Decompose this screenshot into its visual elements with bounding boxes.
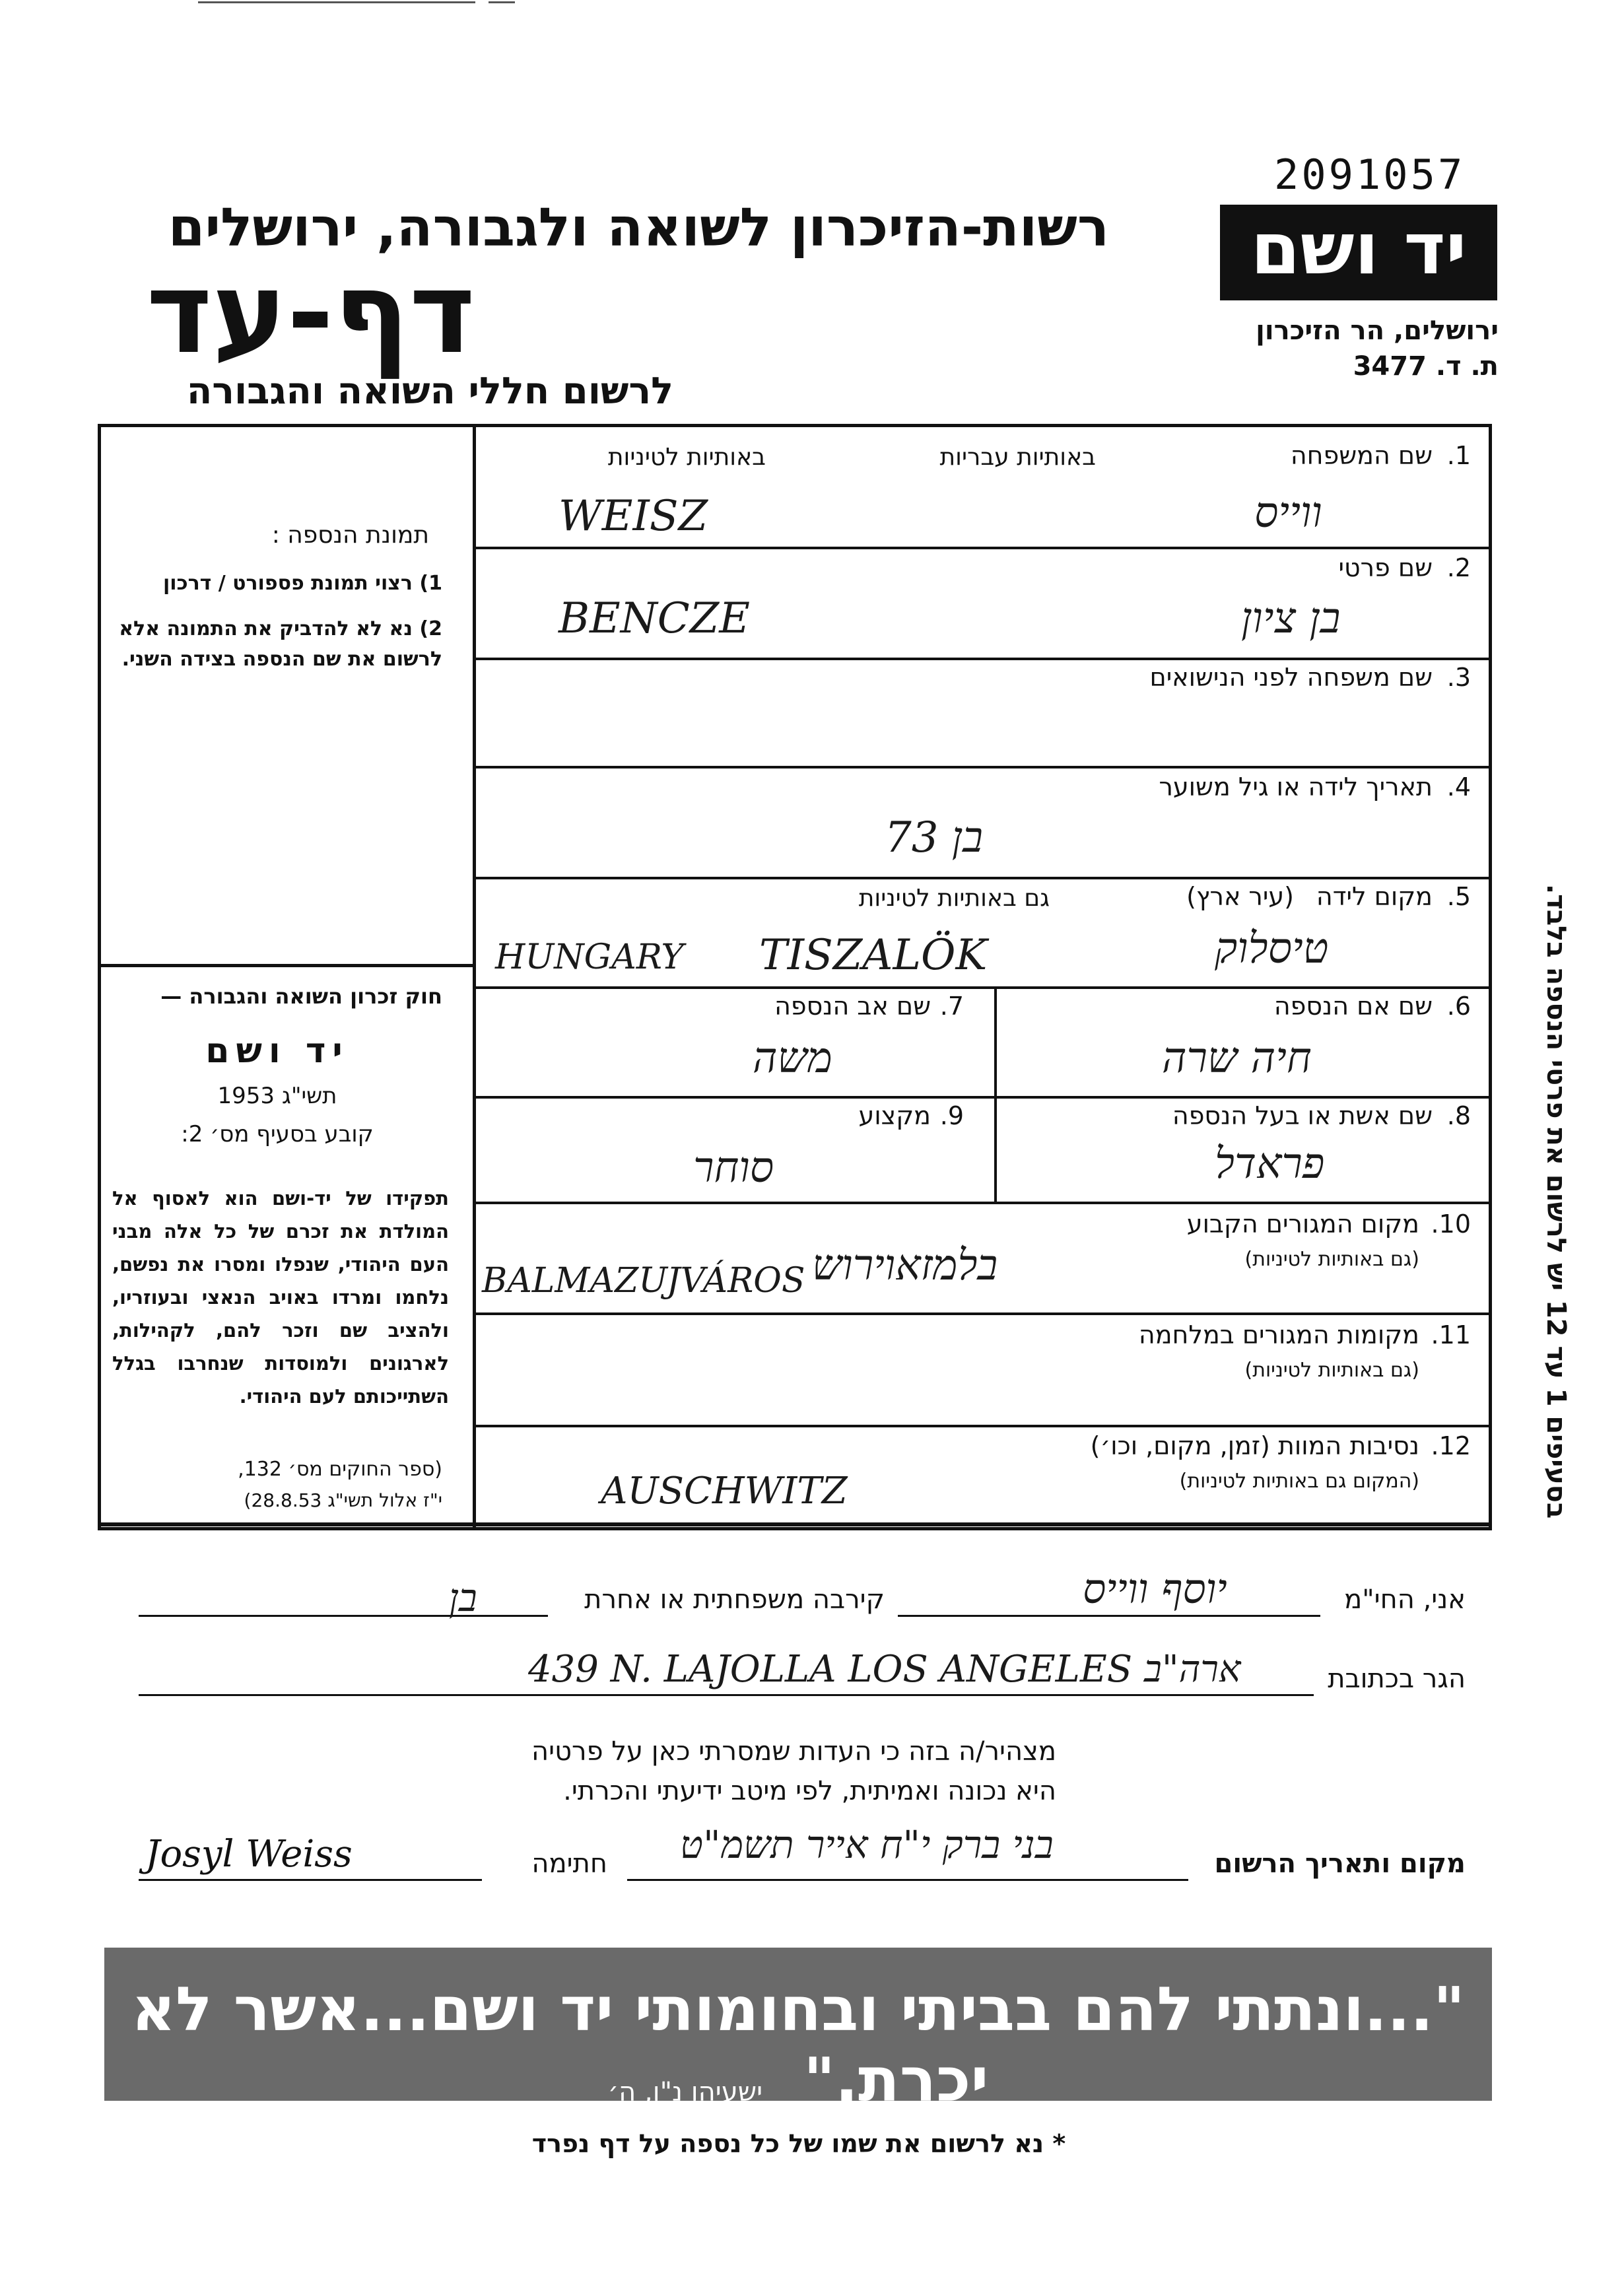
field-4-label: תאריך לידה או גיל משוער	[1159, 772, 1433, 801]
row-divider	[473, 877, 1492, 879]
row-divider	[473, 547, 1492, 549]
field-12-sub: (המקום גם באותיות לטיניות)	[1179, 1470, 1419, 1493]
field-5-number: 5.	[1446, 882, 1471, 911]
top-rule-1	[198, 1, 475, 3]
field-7-number: 7.	[939, 992, 964, 1021]
side-note-vertical: בסעיפים 1 עד 12 יש לרשום את פרטי הנספה בלבד.	[1541, 883, 1571, 1518]
sidebar-separator	[98, 964, 476, 967]
row-divider	[473, 986, 1492, 989]
field-8-number: 8.	[1446, 1101, 1471, 1130]
field-10-number: 10.	[1431, 1210, 1471, 1239]
witness-place-date-value[interactable]: בני ברק י"ח אייר תשמ"ט	[680, 1822, 1054, 1867]
witness-kinship-value[interactable]: בן	[449, 1575, 477, 1620]
banner-quote-source: ישעיהו נ"ו, ה׳	[607, 2077, 763, 2107]
field-1-value-hebrew[interactable]: ווייס	[1254, 489, 1322, 537]
field-1-value-latin[interactable]: WEISZ	[558, 492, 708, 541]
field-5-value-latin-country[interactable]: HUNGARY	[495, 937, 684, 977]
field-4-value[interactable]: בן 73	[885, 813, 983, 862]
field-7-label: שם אב הנספה	[774, 992, 931, 1021]
field-6-value[interactable]: חיה שרה	[1162, 1034, 1312, 1083]
field-10-label: מקום המגורים הקבוע	[1186, 1210, 1419, 1239]
field-1-col-latin: באותיות לטיניות	[607, 444, 766, 471]
law-source: (ספר החוקים מס׳ 132,	[238, 1458, 442, 1481]
org-name: רשות-הזיכרון לשואה ולגבורה, ירושלים	[168, 197, 1109, 258]
field-9-number: 9.	[939, 1101, 964, 1130]
row-divider	[473, 1202, 1492, 1204]
witness-declare-line1: מצהיר/ה בזה כי העדות שמסרתי כאן על פרטיה	[531, 1736, 1056, 1767]
witness-i-label: אני, החי"מ	[1344, 1584, 1466, 1615]
photo-note-2: 2) נא לא להדביק את התמונה אלא לרשום את שם הנספה בצידה השני.	[119, 617, 442, 671]
field-7-value[interactable]: משה	[753, 1034, 832, 1083]
law-clause: קובע בסעיף מס׳ 2:	[181, 1121, 374, 1147]
field-5-col-latin: גם באותיות לטיניות	[858, 885, 1050, 912]
field-8-label: שם אשת או בעל הנספה	[1172, 1101, 1433, 1130]
witness-i-value[interactable]: יוסף ווייס	[1083, 1565, 1227, 1613]
law-date: י"ז אלול תשי"ג 28.8.53)	[244, 1489, 442, 1511]
field-6-number: 6.	[1446, 992, 1471, 1021]
banner-quote	[104, 1974, 1492, 2115]
row-divider	[473, 1312, 1492, 1315]
field-10-value-latin[interactable]: BALMAZUJVÁROS	[482, 1261, 805, 1301]
witness-signature-line	[139, 1879, 482, 1881]
field-9-label: מקצוע	[858, 1101, 931, 1130]
top-rule-2	[489, 1, 515, 3]
field-2-label: שם פרטי	[1338, 553, 1433, 582]
field-1-col-hebrew: באותיות עבריות	[939, 444, 1096, 471]
witness-place-date-label: מקום ותאריך הרשום	[1214, 1849, 1466, 1879]
field-12-value[interactable]: AUSCHWITZ	[601, 1470, 848, 1513]
law-text: תפקידו של יד-ושם הוא לאסוף אל המולדת את זכרם של כל אלה מבני העם היהודי, שנפלו ומסרו את נפשם, נלחמו ומרדו באויב הנאצי ובעוזריו, ולהציב שם וזכר להם, לקהילות, לארגונים ולמוסדות שנחרבו בגלל השתייכותם לעם היהודי.	[112, 1187, 449, 1408]
witness-place-date-line	[627, 1879, 1188, 1881]
table-bottom-rule	[98, 1522, 1492, 1526]
row-divider	[473, 658, 1492, 660]
photo-heading: תמונת הנספה :	[271, 522, 429, 549]
sidebar-divider	[473, 424, 476, 1530]
law-title: חוק זכרון השואה והגבורה —	[160, 984, 442, 1009]
field-9-value[interactable]: סוחר	[693, 1143, 774, 1192]
witness-address-label: הגר בכתובת	[1328, 1664, 1466, 1694]
witness-signature-value[interactable]: Josyl Weiss	[145, 1833, 353, 1876]
law-year: תשי"ג 1953	[217, 1083, 337, 1109]
field-6-label: שם אם הנספה	[1273, 992, 1433, 1021]
logo-address-line2: ת. ד. 3477	[1353, 351, 1499, 382]
field-2-value-hebrew[interactable]: בן ציון	[1241, 594, 1341, 643]
field-5-label: מקום לידה	[1316, 882, 1433, 911]
doc-subtitle: לרשום חללי השואה והגבורה	[186, 370, 673, 413]
field-1-number: 1.	[1446, 441, 1471, 470]
witness-kinship-line	[139, 1615, 548, 1617]
row-divider	[473, 1096, 1492, 1099]
field-1-label: שם המשפחה	[1290, 441, 1433, 470]
witness-declare-line2: היא נכונה ואמיתית, לפי מיטב ידיעתי והכרתי.	[563, 1776, 1056, 1806]
photo-note-1: 1) רצוי תמונת פספורט / דרכון	[162, 572, 442, 595]
field-11-sub: (גם באותיות לטיניות)	[1244, 1359, 1419, 1382]
serial-number: 2091057	[1274, 151, 1466, 199]
law-name: יד ושם	[205, 1031, 349, 1071]
column-divider	[994, 986, 997, 1202]
witness-address-line	[139, 1694, 1314, 1696]
footer-note: * נא לרשום את שמו של כל נספה על דף נפרד	[531, 2129, 1066, 2158]
witness-kinship-label: קירבה משפחתית או אחרת	[584, 1584, 885, 1615]
field-3-label: שם משפחה לפני הנישואים	[1149, 663, 1433, 692]
field-12-label: נסיבות המוות (זמן, מקום, וכו׳)	[1090, 1431, 1419, 1460]
field-12-number: 12.	[1431, 1431, 1471, 1460]
logo-address-line1: ירושלים, הר הזיכרון	[1256, 316, 1499, 346]
field-11-label: מקומות המגורים במלחמה	[1138, 1320, 1419, 1349]
field-5-value-latin-city[interactable]: TISZALÖK	[759, 931, 988, 980]
row-divider	[473, 1425, 1492, 1427]
witness-signature-label: חתימה	[531, 1849, 607, 1879]
logo-text: יד ושם	[1250, 208, 1467, 290]
witness-i-line	[898, 1615, 1320, 1617]
field-5-value-hebrew[interactable]: טיסלוק	[1215, 924, 1329, 973]
field-4-number: 4.	[1446, 772, 1471, 801]
witness-address-value[interactable]: 439 N. LAJOLLA LOS ANGELES ארה"ב	[528, 1648, 1241, 1691]
field-2-value-latin[interactable]: BENCZE	[558, 594, 750, 643]
field-2-number: 2.	[1446, 553, 1471, 582]
field-10-sub: (גם באותיות לטיניות)	[1244, 1248, 1419, 1271]
banner-quote-text: "...ונתתי להם בביתי ובחומותי יד ושם...אשר לא יכרת."	[131, 1974, 1465, 2115]
field-5-label-extra: (עיר ארץ)	[1186, 882, 1294, 911]
field-10-value-hebrew[interactable]: בלמזאוירוש	[812, 1241, 998, 1290]
field-11-number: 11.	[1431, 1320, 1471, 1349]
field-8-value[interactable]: פראדל	[1215, 1140, 1325, 1188]
doc-title: דף-עד	[146, 248, 475, 379]
field-3-number: 3.	[1446, 663, 1471, 692]
row-divider	[473, 766, 1492, 768]
